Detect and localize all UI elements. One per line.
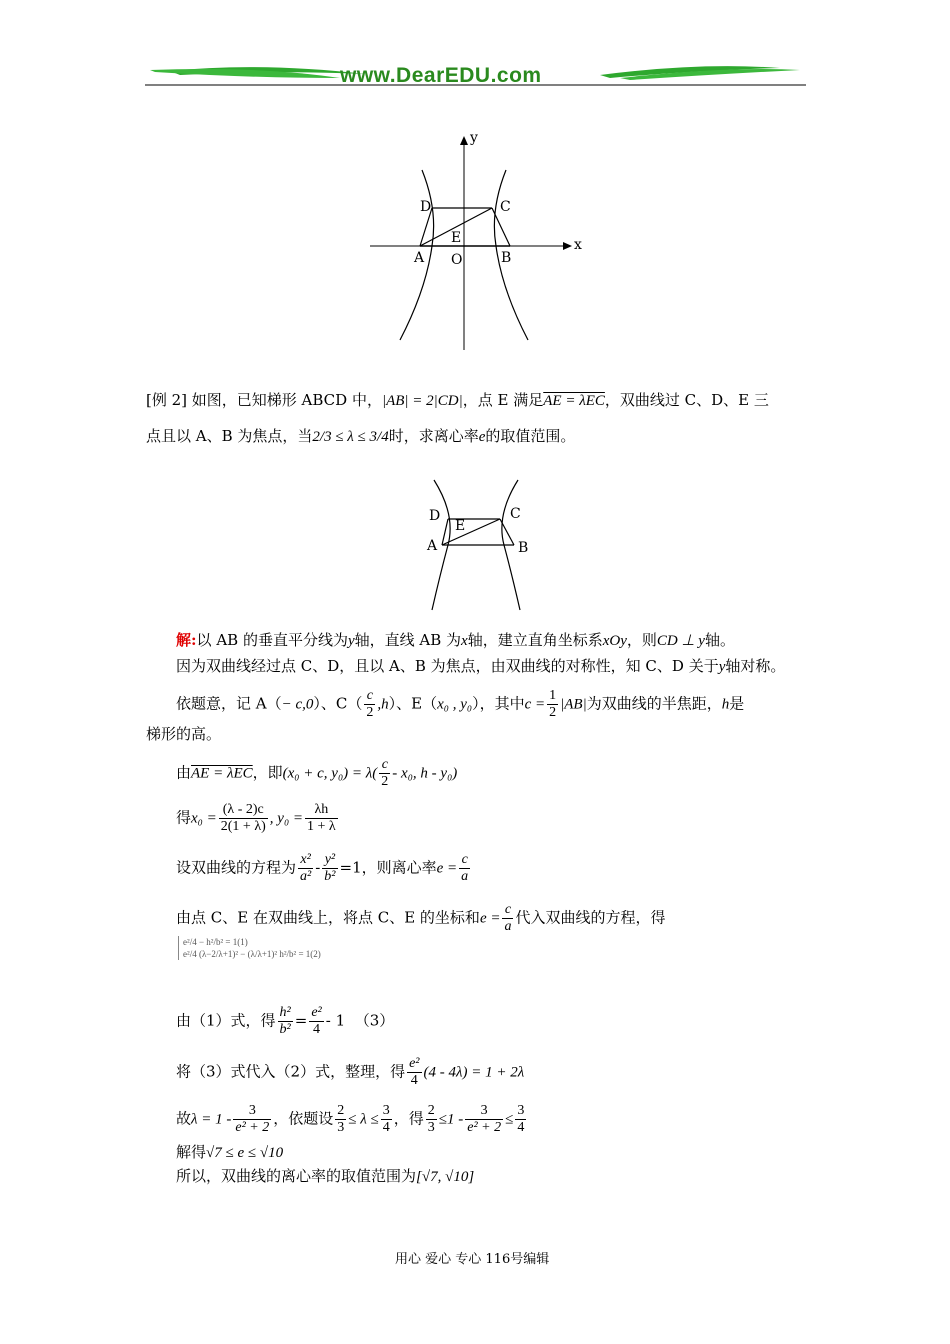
label-x: x xyxy=(574,237,582,253)
solution-line-8: 由点 C、E 在双曲线上，将点 C、E 的坐标和e = $\frac{c}{a}$ 代入双曲线的方程，得 xyxy=(176,902,666,934)
solution-line-11: 故λ = 1 - $\frac{3}{\text{e² + 2}}$ ，依题设 $\frac{2}{3}$ ≤ λ ≤ $\frac{3}{4}$ ，得 $\frac{2}{3}$ ≤1 - $\frac{3}{\text{e² + 2}}$ ≤ $\frac{3}{4}$ xyxy=(176,1103,525,1135)
solution-line-9: 由（1）式，得 $\frac{\text{h²}}{\text{b²}}$ = $\frac{\text{e²}}{4}$ - 1 （3） xyxy=(176,1005,395,1037)
fig2-label-e: E xyxy=(455,518,466,534)
example-line-2: 点且以 A、B 为焦点，当2/3 ≤ λ ≤ 3/4时，求离心率e的取值范围。 xyxy=(146,427,576,445)
example-line-1: [例 2] 如图，已知梯形 ABCD 中，|AB| = 2|CD|，点 E 满足AE = λEC，双曲线过 C、D、E 三 xyxy=(146,391,769,409)
label-e: E xyxy=(451,230,462,246)
fig2-label-a: A xyxy=(427,538,438,554)
solution-line-13: 所以，双曲线的离心率的取值范围为[√7, √10] xyxy=(176,1167,475,1185)
figure-hyperbola-axes xyxy=(360,130,590,355)
solution-line-7: 设双曲线的方程为 $\frac{\text{x²}}{\text{a²}}$ - $\frac{\text{y²}}{\text{b²}}$ =1，则离心率e = $\frac{c}{a}$ xyxy=(176,852,469,884)
solution-line-2: 因为双曲线经过点 C、D，且以 A、B 为焦点，由双曲线的对称性，知 C、D 关于y轴对称。 xyxy=(176,657,786,675)
label-b: B xyxy=(501,250,512,266)
equation-system: e²/4 − h²/b² = 1(1) e²/4 (λ−2/λ+1)² − (λ/λ+1)² h²/b² = 1(2) xyxy=(178,936,321,960)
site-logo-text[interactable]: www.DearEDU.com xyxy=(340,64,542,87)
fig2-label-c: C xyxy=(510,506,521,522)
label-y: y xyxy=(470,130,478,146)
label-d: D xyxy=(420,199,432,215)
fig2-label-d: D xyxy=(429,508,441,524)
solution-line-10: 将（3）式代入（2）式，整理，得 $\frac{\text{e²}}{4}$ (4 - 4λ) = 1 + 2λ xyxy=(176,1056,525,1088)
solution-line-4: 梯形的高。 xyxy=(146,725,222,743)
label-c: C xyxy=(500,199,511,215)
solution-line-5: 由AE = λEC，即(x₀ + c, y₀) = λ( $\frac{c}{2}$ - x₀, h - y₀) xyxy=(176,757,458,789)
solution-line-12: 解得√7 ≤ e ≤ √10 xyxy=(176,1143,284,1161)
solution-line-3: 依题意，记 A（− c,0）、C（ $\frac{c}{2}$ ,h）、E（x₀ , y₀），其中c = $\frac{1}{2}$ |AB|为双曲线的半焦距，h是 xyxy=(176,688,745,720)
label-a: A xyxy=(414,250,425,266)
solution-line-1: 解:以 AB 的垂直平分线为y轴，直线 AB 为x轴，建立直角坐标系xOy，则CD ⊥ y轴。 xyxy=(176,631,735,649)
solution-line-6: 得x₀ = $\frac{(\lambda - 2)c}{2(1 + \lambda)}$ , y₀ = $\frac{\lambda h}{1 + \lambda}$ xyxy=(176,802,336,834)
label-o: O xyxy=(451,252,463,268)
footer-text: 用心 爱心 专心 116号编辑 xyxy=(395,1252,550,1267)
fig2-label-b: B xyxy=(518,540,529,556)
